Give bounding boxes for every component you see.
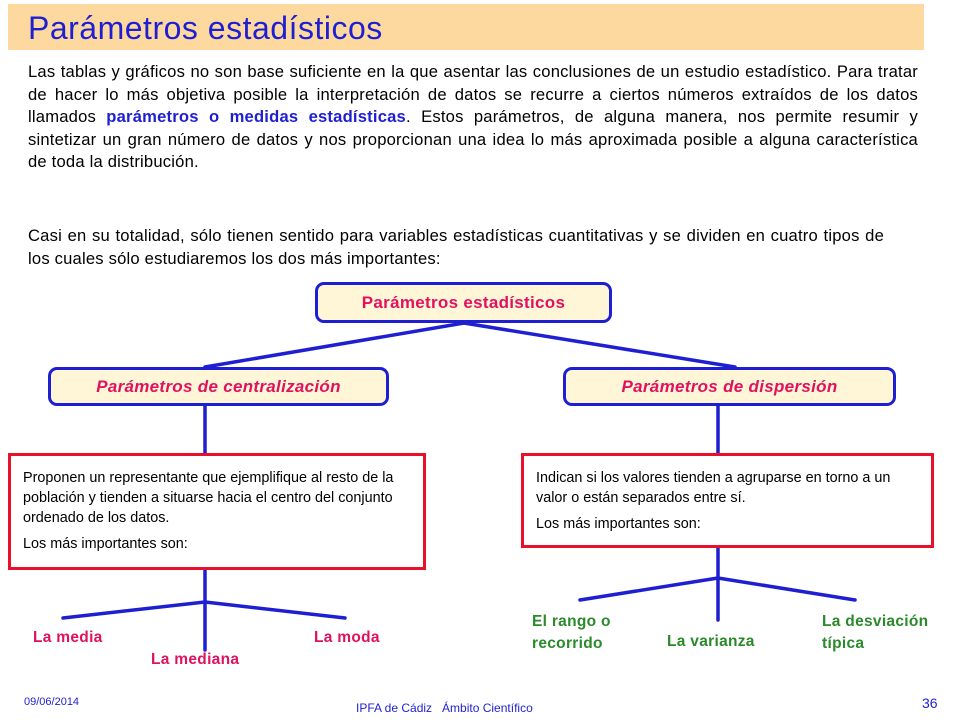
centralization-node: Parámetros de centralización <box>48 367 389 406</box>
root-node: Parámetros estadísticos <box>315 282 612 323</box>
connector-disp-rango <box>580 578 718 600</box>
centralization-description: Proponen un representante que ejemplifique al resto de la población y tienden a situarse hacia el centro del conjunto ordenado de los datos. <box>23 470 394 526</box>
item-media: La media <box>33 629 103 646</box>
item-rango: El rango o recorrido <box>532 613 611 652</box>
dispersion-description-box <box>521 453 934 548</box>
dispersion-description: Indican si los valores tienden a agruparse en torno a un valor o están separados entre sí. <box>536 470 891 506</box>
centralization-description-box <box>8 453 426 570</box>
intro-text-part2: . Estos parámetros, de alguna manera, nos permite resumir y sintetizar un gran número de datos y nos proporcionan una idea lo más aproximada posible a alguna característica de toda la distribución. <box>28 107 918 172</box>
item-varianza: La varianza <box>667 633 755 650</box>
dispersion-important: Los más importantes son: <box>536 516 701 532</box>
footer-date: 09/06/2014 <box>24 696 80 708</box>
connector-centr-media <box>63 602 205 618</box>
item-mediana: La mediana <box>151 651 240 668</box>
connector-root-dispersion <box>464 323 735 367</box>
footer-center: IPFA de Cádiz Ámbito Científico <box>356 701 533 715</box>
connector-root-centralization <box>205 323 464 367</box>
item-moda: La moda <box>314 629 380 646</box>
intro-second-paragraph: Casi en su totalidad, sólo tienen sentido para variables estadísticas cuantitativas y se dividen en cuatro tipos de los cuales sólo estudiaremos los dos más importantes: <box>28 226 884 268</box>
intro-highlight: parámetros o medidas estadísticas <box>106 107 406 127</box>
page-title: Parámetros estadísticos <box>28 10 383 46</box>
centralization-important: Los más importantes son: <box>23 536 188 552</box>
connector-centr-moda <box>205 602 345 618</box>
connector-disp-desviacion <box>718 578 855 600</box>
page-number: 36 <box>922 695 938 711</box>
item-desviacion: La desviación típica <box>822 613 929 652</box>
dispersion-node: Parámetros de dispersión <box>563 367 896 406</box>
intro-text-part1: Las tablas y gráficos no son base suficiente en la que asentar las conclusiones de un estudio estadístico. Para tratar de hacer lo más objetiva posible la interpretación de datos se recurre a ciertos números extraídos de los datos llamados <box>28 62 918 127</box>
